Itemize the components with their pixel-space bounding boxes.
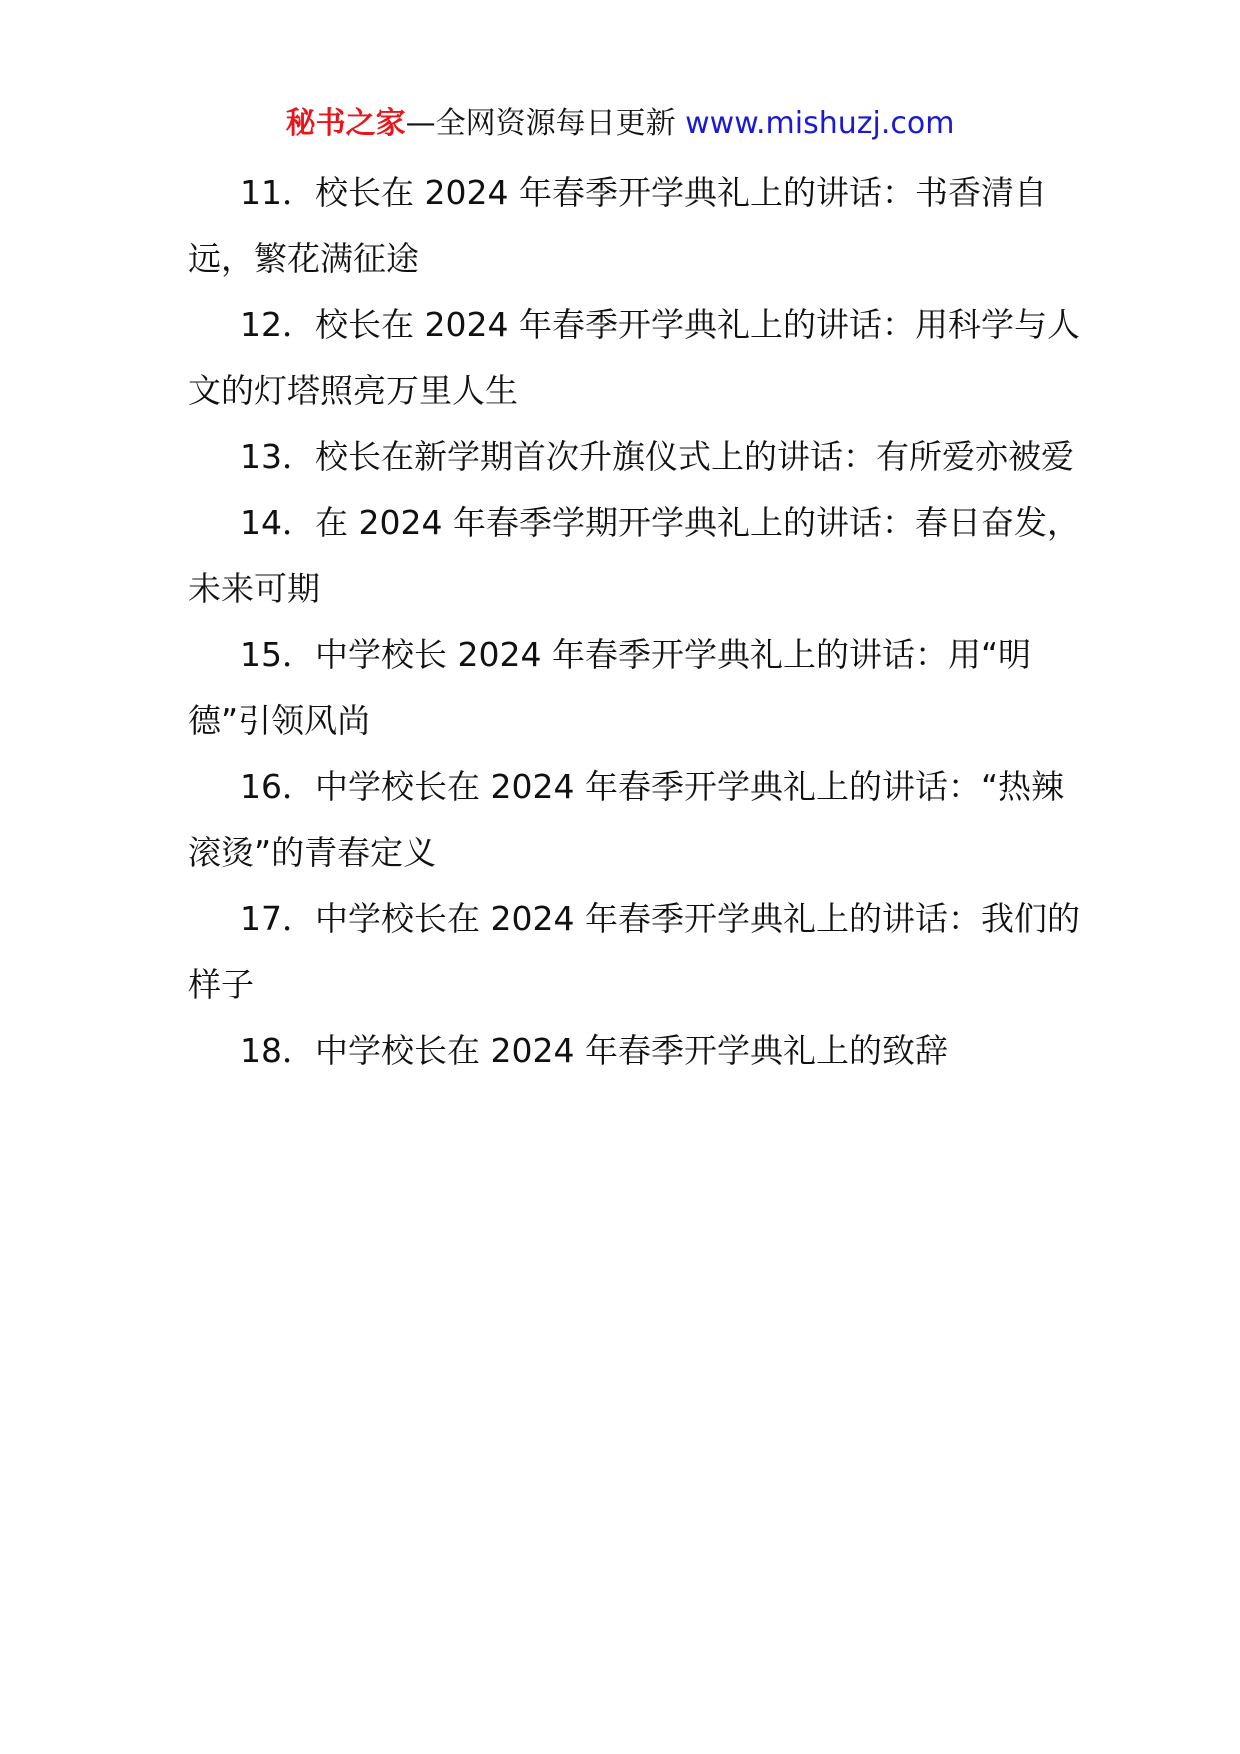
- page-header: [0, 100, 1240, 148]
- list-item: 11．校长在 2024 年春季开学典礼上的讲话：书香清自远，繁花满征途: [188, 173, 1047, 278]
- list-item: 14．在 2024 年春季学期开学典礼上的讲话：春日奋发，未来可期: [188, 503, 1080, 608]
- brand-name: 秘书之家: [285, 106, 406, 141]
- list-item: 16．中学校长在 2024 年春季开学典礼上的讲话：“热辣滚烫”的青春定义: [188, 767, 1065, 872]
- header-tagline: —全网资源每日更新: [405, 106, 676, 141]
- list-item: 17．中学校长在 2024 年春季开学典礼上的讲话：我们的样子: [188, 899, 1080, 1004]
- list-item: 15．中学校长 2024 年春季开学典礼上的讲话：用“明德”引领风尚: [188, 635, 1032, 740]
- list-item: 18．中学校长在 2024 年春季开学典礼上的致辞: [240, 1031, 948, 1070]
- document-body: [188, 160, 1088, 1084]
- site-url-link[interactable]: www.mishuzj.com: [685, 106, 955, 141]
- list-item: 12．校长在 2024 年春季开学典礼上的讲话：用科学与人文的灯塔照亮万里人生: [188, 305, 1080, 410]
- list-item: 13．校长在新学期首次升旗仪式上的讲话：有所爱亦被爱: [240, 437, 1074, 476]
